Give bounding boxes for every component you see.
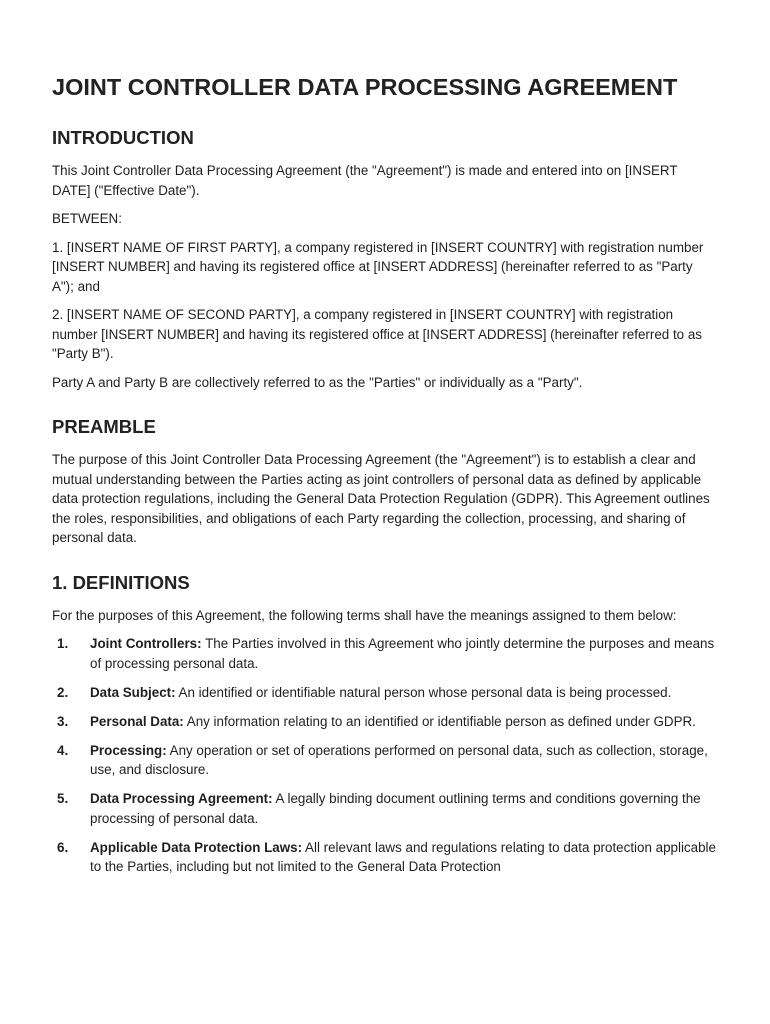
definition-number: 3. (57, 713, 69, 729)
definition-item (52, 634, 716, 673)
definition-number: 6. (57, 839, 69, 855)
definition-number: 5. (57, 791, 69, 806)
introduction-heading: INTRODUCTION (52, 127, 194, 148)
document-page (52, 70, 716, 886)
party-a-paragraph: 1. [INSERT NAME OF FIRST PARTY], a company registered in [INSERT COUNTRY] with registration number [INSERT NUMBER] and having its registered office at [INSERT ADDRESS] (hereinafter referred to as "Party A"); and (52, 239, 704, 294)
definitions-list (52, 634, 716, 877)
definitions-section (52, 571, 716, 877)
definitions-heading: 1. DEFINITIONS (52, 571, 190, 593)
definition-number: 1. (57, 636, 69, 651)
definition-term: Personal Data: (90, 713, 184, 729)
definition-term: Joint Controllers: (90, 636, 202, 651)
definition-item (52, 789, 716, 828)
introduction-section (52, 126, 716, 392)
between-label: BETWEEN: (52, 211, 122, 226)
definition-text: An identified or identifiable natural person whose personal data is being processed. (175, 684, 672, 700)
definition-item (52, 712, 716, 732)
definition-term: Data Subject: (90, 684, 176, 700)
definition-text: The Parties involved in this Agreement who jointly determine the purposes and means of processing personal data. (90, 636, 715, 671)
definition-text: A legally binding document outlining terms and conditions governing the processing of personal data. (90, 791, 701, 826)
preamble-paragraph: The purpose of this Joint Controller Data Processing Agreement (the "Agreement") is to establish a clear and mutual understanding between the Parties acting as joint controllers of personal data as defined by applicable data protection regulations, including the General Data Protection Regulation (GDPR). This Agreement outlines the roles, responsibilities, and obligations of each Party regarding the collection, processing, and sharing of personal data. (52, 452, 710, 545)
document-title: JOINT CONTROLLER DATA PROCESSING AGREEMENT (52, 74, 678, 100)
definition-term: Processing: (90, 742, 167, 758)
definition-text: Any information relating to an identified or identifiable person as defined under GDPR. (183, 713, 696, 729)
definition-item (52, 741, 716, 780)
definition-item (52, 838, 716, 877)
definition-text: Any operation or set of operations performed on personal data, such as collection, storage, use, and disclosure. (90, 742, 708, 777)
definition-number: 4. (57, 742, 69, 758)
preamble-section (52, 415, 716, 548)
parties-paragraph: Party A and Party B are collectively referred to as the "Parties" or individually as a "Party". (52, 374, 583, 390)
definition-term: Data Processing Agreement: (90, 791, 273, 806)
definitions-intro: For the purposes of this Agreement, the following terms shall have the meanings assigned to them below: (52, 607, 677, 623)
definition-number: 2. (57, 684, 69, 700)
definition-term: Applicable Data Protection Laws: (90, 839, 303, 855)
preamble-heading: PREAMBLE (52, 416, 156, 437)
party-b-paragraph: 2. [INSERT NAME OF SECOND PARTY], a company registered in [INSERT COUNTRY] with registration number [INSERT NUMBER] and having its registered office at [INSERT ADDRESS] (hereinafter referred to as "Party B"). (52, 307, 702, 361)
definition-item (52, 683, 716, 703)
intro-paragraph: This Joint Controller Data Processing Agreement (the "Agreement") is made and entered into on [INSERT DATE] ("Effective Date"). (52, 163, 678, 198)
definition-text: All relevant laws and regulations relating to data protection applicable to the Parties, including but not limited to the General Data Protection (90, 839, 716, 874)
